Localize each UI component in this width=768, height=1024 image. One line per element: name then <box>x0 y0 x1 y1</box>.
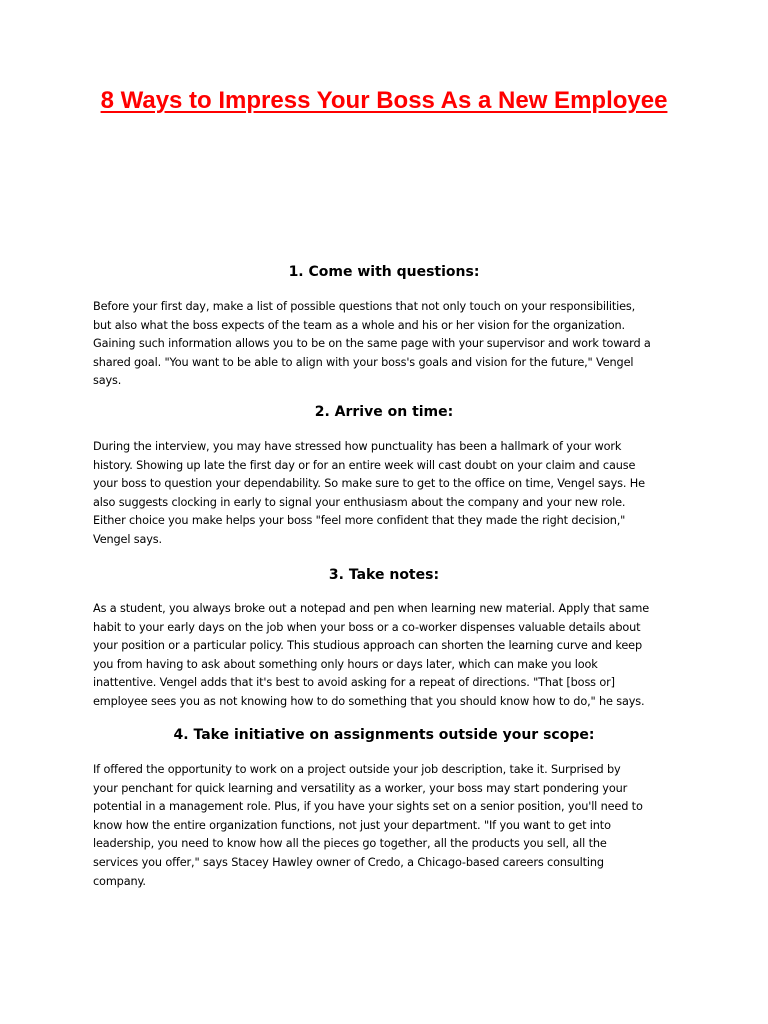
section-heading: 2. Arrive on time: <box>314 404 454 420</box>
section-take-initiative <box>93 726 675 891</box>
section-body: During the interview, you may have stressed how punctuality has been a hallmark of your work history. Showing up late the first day or for an entire week will cast doubt on your claim and cause your boss to question your dependability. So make sure to get to the office on time, Vengel says. He also suggests clocking in early to signal your enthusiasm about the company and your new role. Either choice you make helps your boss "feel more confident that they made the right decision," Vengel says. <box>93 440 645 546</box>
section-heading: 3. Take notes: <box>328 567 440 583</box>
section-body: As a student, you always broke out a notepad and pen when learning new material. Apply that same habit to your early days on the job when your boss or a co-worker dispenses valuable details about your position or a particular policy. This studious approach can shorten the learning curve and keep you from having to ask about something only hours or days later, which can make you look inattentive. Vengel adds that it's best to avoid asking for a repeat of directions. "That [boss or] employee sees you as not knowing how to do something that you should know how to do," he says. <box>93 602 650 708</box>
section-body: If offered the opportunity to work on a project outside your job description, take it. Surprised by your penchant for quick learning and versatility as a worker, your boss may start pondering your potential in a management role. Plus, if you have your sights set on a senior position, you'll need to know how the entire organization functions, not just your department. "If you want to get into leadership, you need to know how all the pieces go together, all the products you sell, all the services you offer," says Stacey Hawley owner of Credo, a Chicago-based careers consulting company. <box>93 763 643 888</box>
document-title: 8 Ways to Impress Your Boss As a New Employee <box>100 87 668 114</box>
section-body: Before your first day, make a list of possible questions that not only touch on your responsibilities, but also what the boss expects of the team as a whole and his or her vision for the organization. Gaining such information allows you to be on the same page with your supervisor and work toward a shared goal. "You want to be able to align with your boss's goals and vision for the future," Vengel says. <box>93 300 651 388</box>
section-take-notes <box>93 566 675 712</box>
section-come-with-questions <box>93 263 675 391</box>
section-heading: 1. Come with questions: <box>288 264 480 280</box>
section-arrive-on-time <box>93 403 675 550</box>
section-heading: 4. Take initiative on assignments outside your scope: <box>173 727 595 743</box>
